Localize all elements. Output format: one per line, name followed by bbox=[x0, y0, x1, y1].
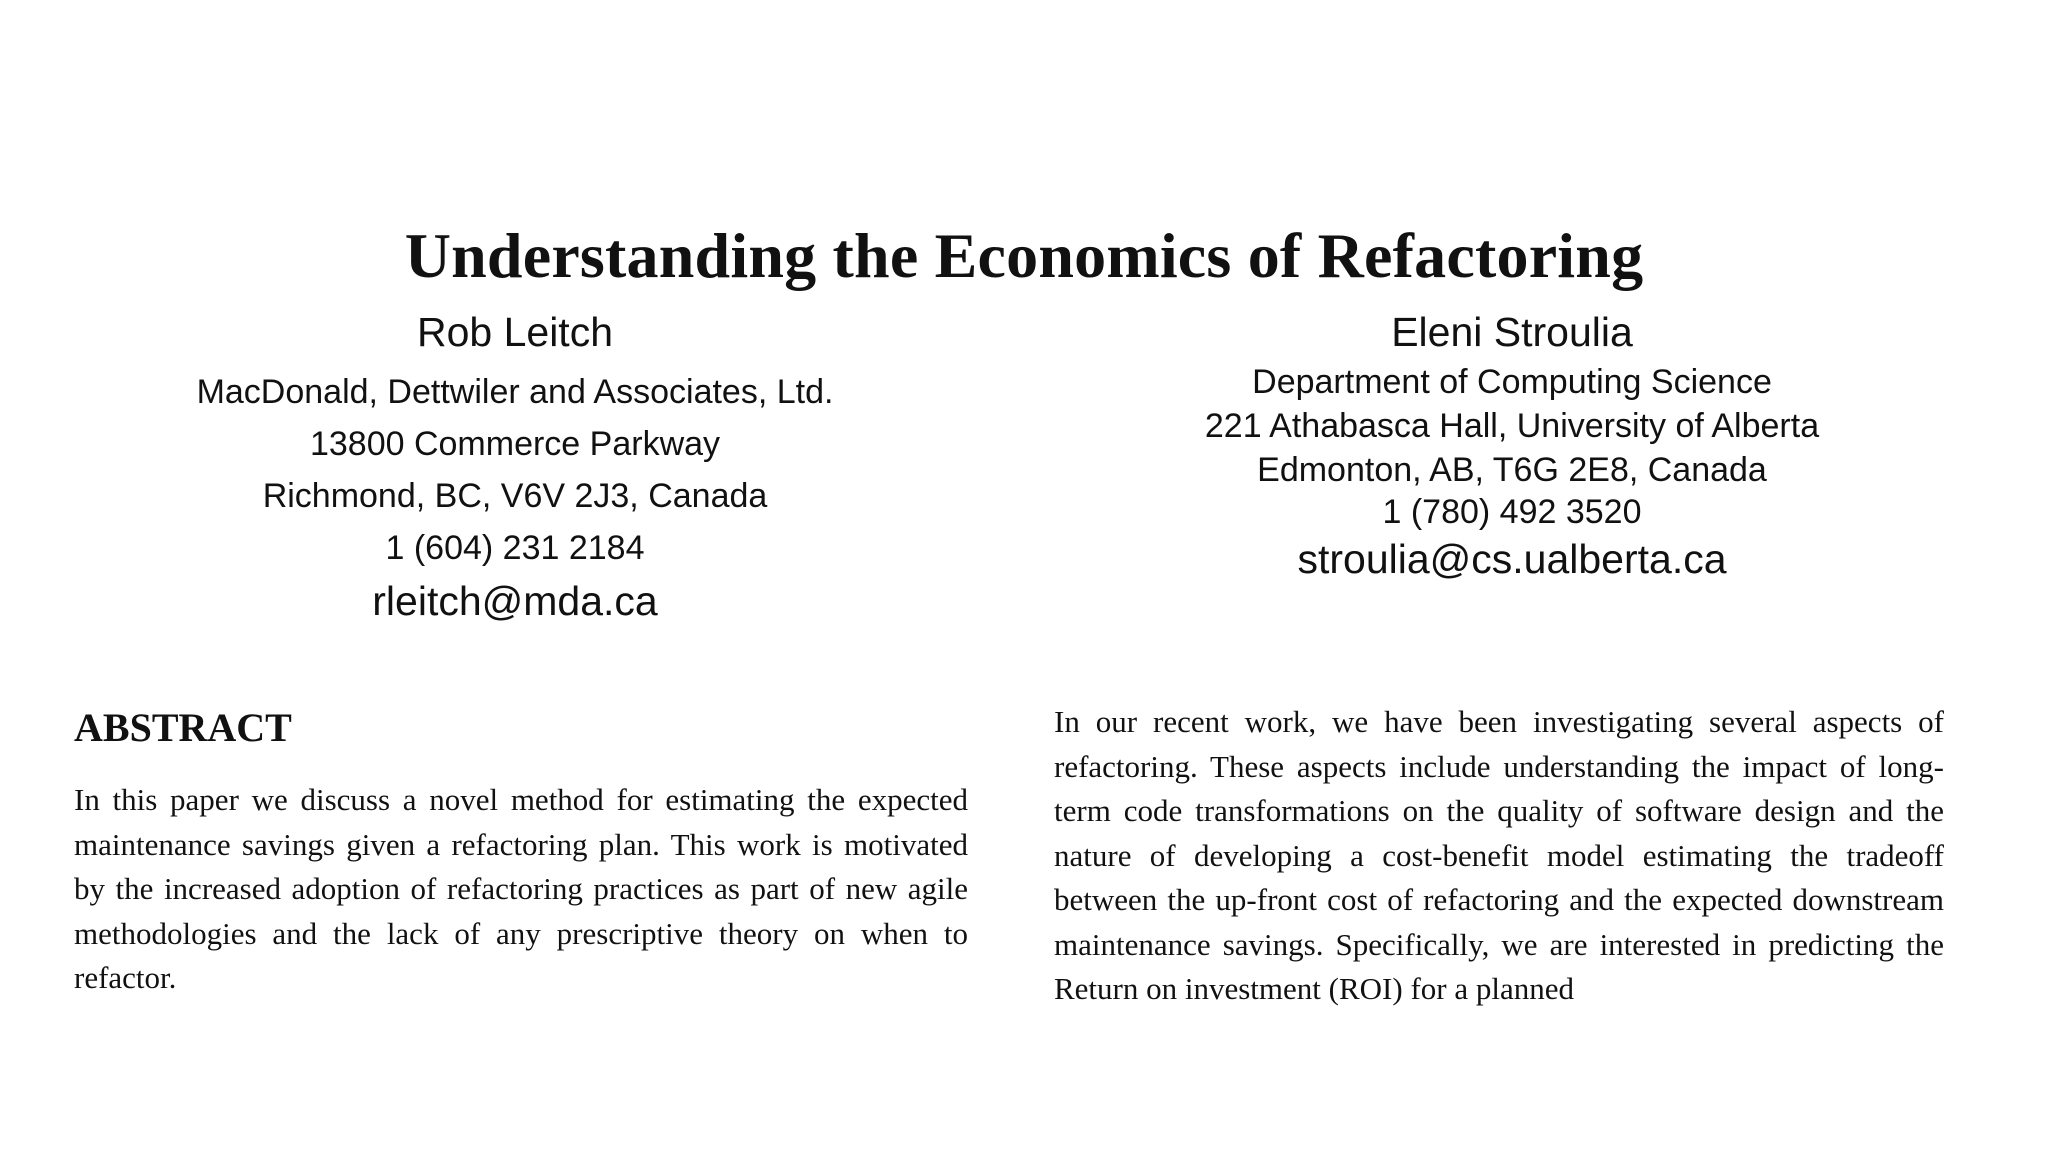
author-affiliation-city: Richmond, BC, V6V 2J3, Canada bbox=[262, 477, 768, 515]
author-affiliation-organization: MacDonald, Dettwiler and Associates, Ltd. bbox=[196, 373, 834, 411]
author-affiliation-department: Department of Computing Science bbox=[1252, 363, 1772, 401]
author-affiliation-street: 13800 Commerce Parkway bbox=[309, 425, 721, 463]
author-name: Rob Leitch bbox=[416, 309, 613, 355]
author-affiliation-street: 221 Athabasca Hall, University of Alberta bbox=[1204, 407, 1820, 445]
paper-title: Understanding the Economics of Refactoring bbox=[404, 220, 1644, 291]
author-phone: 1 (780) 492 3520 bbox=[1382, 493, 1642, 531]
author-email: rleitch@mda.ca bbox=[372, 578, 658, 624]
author-affiliation-city: Edmonton, AB, T6G 2E8, Canada bbox=[1257, 451, 1767, 489]
author-block-leitch bbox=[150, 304, 880, 628]
abstract-heading: ABSTRACT bbox=[74, 705, 292, 750]
author-phone: 1 (604) 231 2184 bbox=[385, 529, 645, 567]
introduction-paragraph: In our recent work, we have been investigating several aspects of refactoring. These aspects include understanding the impact of long-term code transformations on the quality of software design and the nature of developing a cost-benefit model estimating the tradeoff between the up-front cost of refactoring and the expected downstream maintenance savings. Specifically, we are interested in predicting the Return on investment (ROI) for a planned bbox=[1054, 704, 1944, 1006]
author-email: stroulia@cs.ualberta.ca bbox=[1297, 536, 1727, 582]
abstract-paragraph: In this paper we discuss a novel method for estimating the expected maintenance savings given a refactoring plan. This work is motivated by the increased adoption of refactoring practices as part of new agile methodologies and the lack of any prescriptive theory on when to refactor. bbox=[74, 782, 968, 995]
author-block-stroulia bbox=[1140, 304, 1884, 586]
author-name: Eleni Stroulia bbox=[1391, 309, 1633, 355]
